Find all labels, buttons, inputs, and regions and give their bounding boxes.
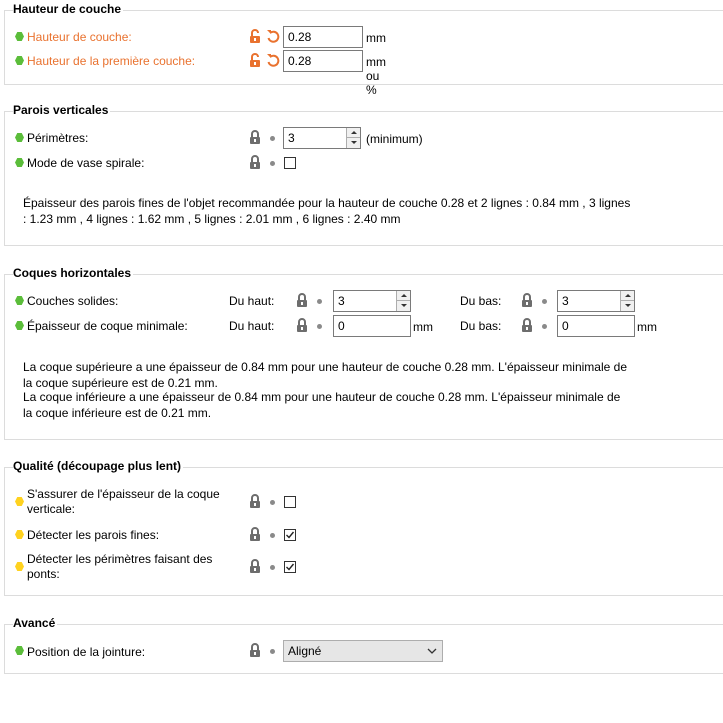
spinner-arrows	[396, 291, 410, 311]
group-layer-height	[4, 2, 723, 85]
min-thickness-top-label: Du haut:	[229, 319, 275, 333]
seam-position-dropdown[interactable]	[283, 640, 443, 662]
chevron-down-icon	[427, 645, 437, 657]
locked-icon[interactable]	[249, 527, 261, 542]
group-title: Avancé	[13, 616, 56, 630]
bottom-min-thickness-value: 0	[562, 319, 569, 333]
top-solid-layers-value: 3	[338, 294, 345, 308]
solid-layers-top-label: Du haut:	[229, 294, 275, 308]
bottom-min-thickness-unit: mm	[637, 320, 657, 334]
top-min-thickness-value: 0	[338, 319, 345, 333]
first-layer-height-label: Hauteur de la première couche:	[27, 54, 196, 68]
system-value-dot-icon	[542, 299, 547, 304]
spinner-up-arrow-icon[interactable]	[347, 128, 360, 138]
checkmark-icon	[285, 562, 295, 572]
group-title: Coques horizontales	[13, 266, 132, 280]
solid-layers-label: Couches solides:	[27, 294, 119, 308]
horizontal-shells-info-top: La coque supérieure a une épaisseur de 0.84 mm pour une hauteur de couche 0.28 mm. L'épaisseur minimale de la coque supérieure est de 0.21 mm.	[23, 360, 627, 390]
system-value-dot-icon	[270, 161, 275, 166]
bottom-solid-layers-spinner[interactable]	[557, 290, 635, 312]
first-layer-height-unit: mm ou %	[366, 55, 386, 97]
bottom-min-thickness-input[interactable]	[557, 315, 635, 337]
spinner-down-arrow-icon[interactable]	[397, 301, 410, 311]
locked-icon[interactable]	[249, 643, 261, 658]
undo-arrow-icon[interactable]	[266, 29, 280, 43]
top-min-thickness-unit: mm	[413, 320, 433, 334]
unlocked-icon[interactable]	[249, 53, 261, 68]
locked-icon[interactable]	[296, 318, 308, 333]
system-value-dot-icon	[270, 565, 275, 570]
system-value-dot-icon	[270, 500, 275, 505]
bridging-perimeters-checkbox[interactable]	[284, 561, 296, 573]
thin-walls-checkbox[interactable]	[284, 529, 296, 541]
spinner-up-arrow-icon[interactable]	[397, 291, 410, 301]
locked-icon[interactable]	[521, 318, 533, 333]
system-value-dot-icon	[270, 649, 275, 654]
locked-icon[interactable]	[249, 155, 261, 170]
seam-position-label: Position de la jointure:	[27, 645, 146, 659]
spinner-arrows	[346, 128, 360, 148]
spinner-down-arrow-icon[interactable]	[621, 301, 634, 311]
solid-layers-bottom-label: Du bas:	[460, 294, 502, 308]
locked-icon[interactable]	[296, 293, 308, 308]
undo-arrow-icon[interactable]	[266, 53, 280, 67]
first-layer-height-value: 0.28	[288, 54, 312, 68]
locked-icon[interactable]	[521, 293, 533, 308]
perimeters-spinner[interactable]	[283, 127, 361, 149]
layer-height-value: 0.28	[288, 30, 312, 44]
spinner-down-arrow-icon[interactable]	[347, 138, 360, 148]
spiral-vase-checkbox[interactable]	[284, 157, 296, 169]
min-thickness-bottom-label: Du bas:	[460, 319, 502, 333]
bridging-perimeters-label: Détecter les périmètres faisant des ponts:	[27, 552, 213, 581]
group-title: Qualité (découpage plus lent)	[13, 459, 182, 473]
top-min-thickness-input[interactable]	[333, 315, 411, 337]
spiral-vase-label: Mode de vase spirale:	[27, 156, 145, 170]
system-value-dot-icon	[317, 324, 322, 329]
system-value-dot-icon	[270, 136, 275, 141]
unlocked-icon[interactable]	[249, 29, 261, 44]
min-shell-thickness-label: Épaisseur de coque minimale:	[27, 319, 188, 333]
locked-icon[interactable]	[249, 130, 261, 145]
locked-icon[interactable]	[249, 559, 261, 574]
perimeters-label: Périmètres:	[27, 131, 89, 145]
seam-position-value: Aligné	[288, 644, 322, 658]
group-title: Parois verticales	[13, 103, 109, 117]
perimeters-unit: (minimum)	[366, 132, 423, 146]
system-value-dot-icon	[270, 533, 275, 538]
spinner-arrows	[620, 291, 634, 311]
top-solid-layers-spinner[interactable]	[333, 290, 411, 312]
horizontal-shells-info-bottom: La coque inférieure a une épaisseur de 0.84 mm pour une hauteur de couche 0.28 mm. L'épaisseur minimale de la coque inférieure est de 0.21 mm.	[23, 390, 621, 420]
perimeters-value: 3	[288, 131, 295, 145]
ensure-vertical-thickness-label: S'assurer de l'épaisseur de la coque verticale:	[27, 487, 220, 516]
thin-walls-label: Détecter les parois fines:	[27, 528, 160, 542]
locked-icon[interactable]	[249, 494, 261, 509]
layer-height-label: Hauteur de couche:	[27, 30, 132, 44]
system-value-dot-icon	[542, 324, 547, 329]
ensure-vertical-thickness-checkbox[interactable]	[284, 496, 296, 508]
group-title: Hauteur de couche	[13, 2, 122, 16]
bottom-solid-layers-value: 3	[562, 294, 569, 308]
vertical-shells-info: Épaisseur des parois fines de l'objet recommandée pour la hauteur de couche 0.28 et 2 lignes : 0.84 mm , 3 lignes : 1.23 mm , 4 lignes : 1.62 mm , 5 lignes : 2.01 mm , 6 lignes : 2.40 mm	[23, 196, 631, 226]
first-layer-height-input[interactable]	[283, 50, 363, 72]
spinner-up-arrow-icon[interactable]	[621, 291, 634, 301]
checkmark-icon	[285, 530, 295, 540]
system-value-dot-icon	[317, 299, 322, 304]
layer-height-unit: mm	[366, 31, 386, 45]
layer-height-input[interactable]	[283, 26, 363, 48]
